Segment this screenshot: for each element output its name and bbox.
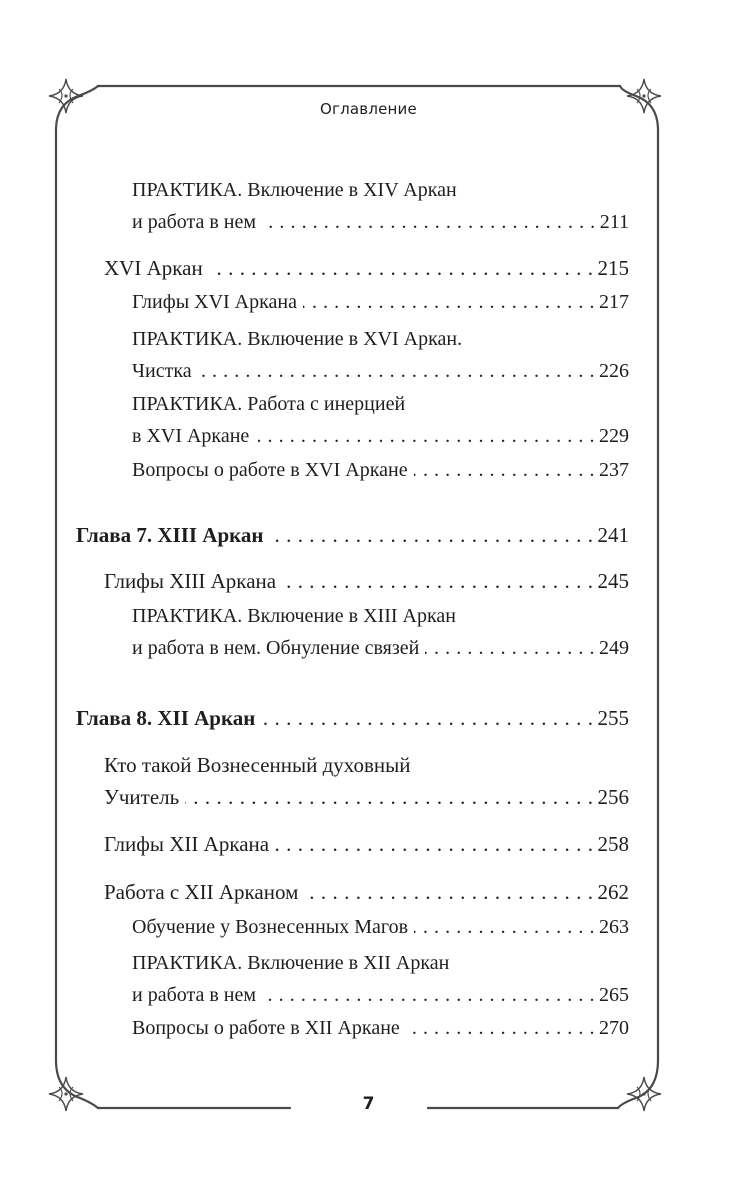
toc-entry-title: Обучение у Вознесенных Магов xyxy=(132,916,409,938)
toc-entry-title: XVI Аркан xyxy=(104,256,203,280)
toc-entry-title: в XVI Аркане xyxy=(132,425,250,447)
toc-entry[interactable] xyxy=(132,388,629,452)
toc-page-number: 262 xyxy=(597,880,629,904)
toc-entry[interactable] xyxy=(132,1012,629,1044)
toc-entry-title: Вопросы о работе в XVI Аркане xyxy=(132,459,408,481)
dot-leader xyxy=(261,704,593,725)
toc-entry-title: и работа в нем. Обнуление связей xyxy=(132,637,420,659)
toc-entry-title: Чистка xyxy=(132,360,192,382)
toc-entry[interactable] xyxy=(132,947,629,1011)
toc-page-number: 263 xyxy=(599,916,629,938)
dot-leader xyxy=(414,913,595,933)
toc-entry[interactable] xyxy=(104,828,629,860)
toc-entry[interactable] xyxy=(104,876,629,908)
toc-page-number: 229 xyxy=(599,425,629,447)
toc-entry-title: Учитель xyxy=(104,785,180,809)
dot-leader xyxy=(304,878,593,899)
dot-leader xyxy=(262,981,595,1001)
toc-chapter-entry[interactable] xyxy=(76,519,629,551)
dot-leader xyxy=(275,830,593,851)
toc-entry-title: Глифы XIII Аркана xyxy=(104,569,277,593)
dot-leader xyxy=(270,521,594,542)
toc-entry-title: ПРАКТИКА. Включение в XVI Аркан. xyxy=(132,328,463,350)
toc-entry[interactable] xyxy=(132,174,629,238)
dot-leader xyxy=(425,634,595,654)
dot-leader xyxy=(303,288,595,308)
toc-entry-title: Глифы XII Аркана xyxy=(104,832,270,856)
toc-page-number: 241 xyxy=(597,523,629,547)
toc-entry-title: Вопросы о работе в XII Аркане xyxy=(132,1017,400,1039)
toc-entry-title: и работа в нем xyxy=(132,984,257,1006)
toc-page-number: 270 xyxy=(599,1017,629,1039)
toc-page-number: 249 xyxy=(599,637,629,659)
toc-entry[interactable] xyxy=(132,911,629,943)
toc-entry[interactable] xyxy=(104,565,629,597)
toc-chapter-title: Глава 8. XII Аркан xyxy=(76,706,256,730)
dot-leader xyxy=(198,357,595,377)
toc-page-number: 245 xyxy=(597,569,629,593)
dot-leader xyxy=(255,422,595,442)
toc-page-number: 226 xyxy=(599,360,629,382)
toc-entry[interactable] xyxy=(104,252,629,284)
toc-entry-title: и работа в нем xyxy=(132,211,257,233)
toc-page-number: 217 xyxy=(599,291,629,313)
toc-chapter-entry[interactable] xyxy=(76,702,629,734)
toc-entry-title: ПРАКТИКА. Включение в XIII Аркан xyxy=(132,605,456,627)
toc-entry[interactable] xyxy=(132,286,629,318)
dot-leader xyxy=(209,254,594,275)
toc-page-number: 237 xyxy=(599,459,629,481)
toc-entry-title: Глифы XVI Аркана xyxy=(132,291,297,313)
dot-leader xyxy=(406,1014,595,1034)
toc-entry-title: Кто такой Вознесенный духовный xyxy=(104,753,411,777)
toc-page-number: 211 xyxy=(599,211,629,233)
toc-page-number: 255 xyxy=(597,706,629,730)
running-head: Оглавление xyxy=(320,100,417,118)
toc-entry-title: Работа с XII Арканом xyxy=(104,880,299,904)
toc-page-number: 265 xyxy=(599,984,629,1006)
toc-entry[interactable] xyxy=(132,600,629,664)
toc-page-number: 258 xyxy=(597,832,629,856)
toc-entry-title: ПРАКТИКА. Включение в XII Аркан xyxy=(132,952,450,974)
toc-entry[interactable] xyxy=(132,454,629,486)
toc-chapter-title: Глава 7. XIII Аркан xyxy=(76,523,264,547)
dot-leader xyxy=(414,456,595,476)
dot-leader xyxy=(282,567,593,588)
toc-entry[interactable] xyxy=(104,749,629,813)
toc-entry-title: ПРАКТИКА. Включение в XIV Аркан xyxy=(132,179,457,201)
toc-entry[interactable] xyxy=(132,323,629,387)
dot-leader xyxy=(262,208,596,228)
toc-page-number: 256 xyxy=(597,785,629,809)
page-number: 7 xyxy=(362,1094,375,1114)
toc-entry-title: ПРАКТИКА. Работа с инерцией xyxy=(132,393,406,415)
toc-page-number: 215 xyxy=(597,256,629,280)
dot-leader xyxy=(185,783,593,804)
